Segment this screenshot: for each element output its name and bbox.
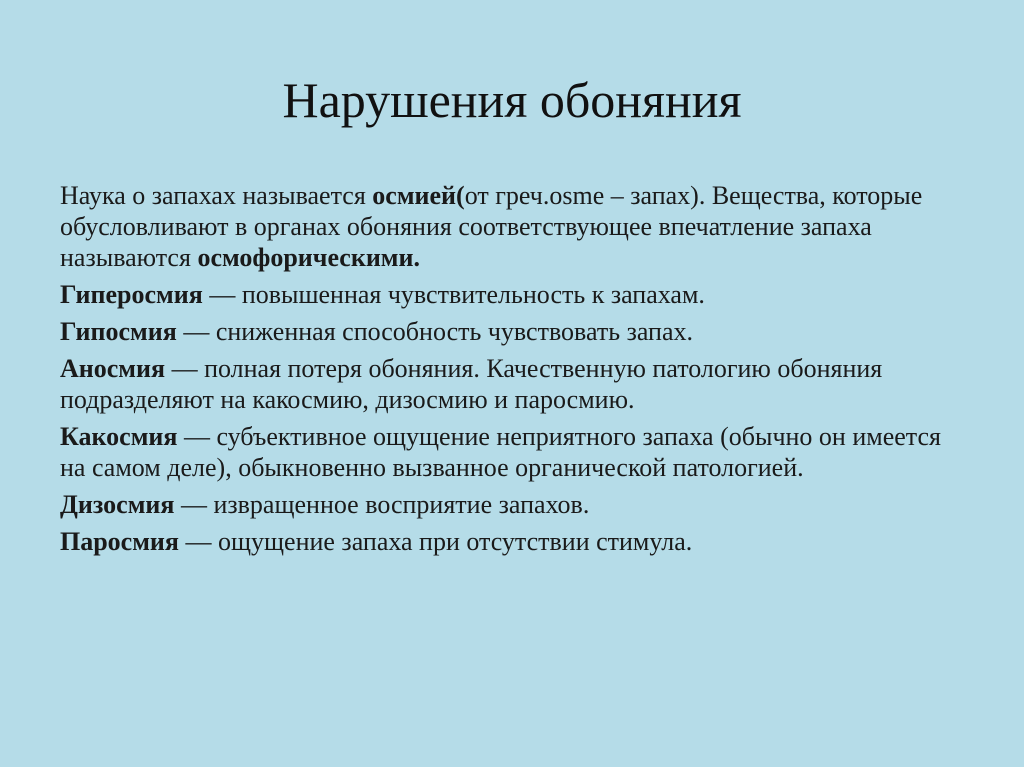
term-anosmia: Аносмия bbox=[60, 354, 166, 383]
term-hyperosmia: Гиперосмия bbox=[60, 280, 203, 309]
definition-hyposmia: — сниженная способность чувствовать запах. bbox=[176, 317, 694, 346]
term-paragraph-hyposmia bbox=[60, 316, 960, 347]
definition-hyperosmia: — повышенная чувствительность к запахам. bbox=[202, 280, 705, 309]
intro-text-2: от греч.osme – запах). Вещества, которые обусловливают в органах обоняния соответствующее впечатление запаха называются bbox=[60, 181, 923, 272]
term-paragraph-kakosmia bbox=[60, 421, 960, 483]
intro-bold-1: осмией( bbox=[372, 181, 465, 210]
definition-dysosmia: — извращенное восприятие запахов. bbox=[174, 490, 590, 519]
definition-anosmia: — полная потеря обоняния. Качественную патологию обоняния подразделяют на какосмию, дизосмию и паросмию. bbox=[60, 354, 883, 414]
term-paragraph-anosmia bbox=[60, 353, 960, 415]
definition-parosmia: — ощущение запаха при отсутствии стимула. bbox=[178, 527, 693, 556]
intro-paragraph bbox=[60, 180, 960, 273]
intro-text-1: Наука о запахах называется bbox=[60, 181, 373, 210]
term-paragraph-parosmia bbox=[60, 526, 960, 557]
term-dysosmia: Дизосмия bbox=[60, 490, 175, 519]
slide-content bbox=[60, 180, 960, 563]
slide-title: Нарушения обоняния bbox=[282, 72, 742, 128]
term-parosmia: Паросмия bbox=[60, 527, 179, 556]
term-paragraph-hyperosmia bbox=[60, 279, 960, 310]
term-kakosmia: Какосмия bbox=[60, 422, 178, 451]
definition-kakosmia: — субъективное ощущение неприятного запаха (обычно он имеется на самом деле), обыкновенно вызванное органической патологией. bbox=[60, 422, 941, 482]
term-paragraph-dysosmia bbox=[60, 489, 960, 520]
intro-bold-2: осмофорическими. bbox=[197, 243, 420, 272]
term-hyposmia: Гипосмия bbox=[60, 317, 177, 346]
